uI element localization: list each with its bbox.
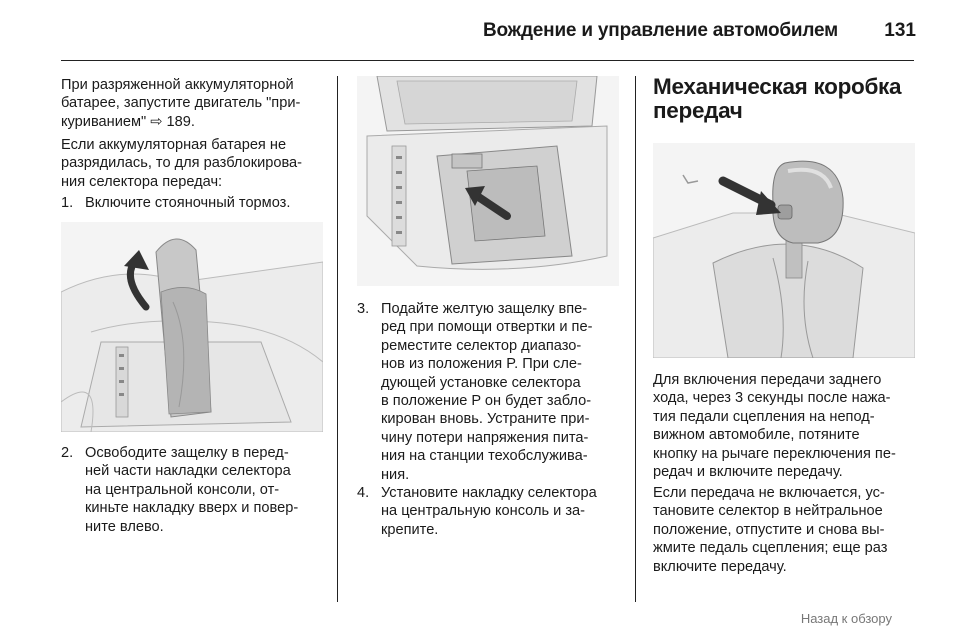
step-1: 1. Включите стояночный тормоз. — [61, 195, 291, 211]
page-number: 131 — [884, 20, 916, 41]
column-divider-2 — [635, 76, 636, 602]
header-rule — [61, 60, 914, 61]
step-3: 3. Подайте желтую защелку впе- ред при помощи отвертки и пе- реместите селектор диапазо- нов из положения P. При сле- дующей установке селектора в положение P он будет забло- кирован вновь. Устраните при- чину потери напряжения пита- ния на станции техобслужива- ния. — [357, 301, 593, 483]
selector-latch-illustration — [357, 76, 619, 286]
manual-gearshift-illustration — [653, 143, 915, 358]
section-title: Вождение и управление автомобилем — [483, 20, 838, 41]
step-2: 2. Освободите защелку в перед- ней части накладки селектора на центральной консоли, от- киньте накладку вверх и повер- ните влево. — [61, 445, 299, 535]
section-heading: Механическая коробка передач — [653, 74, 902, 123]
paragraph-battery-low: При разряженной аккумуляторной батарее, запустите двигатель "при- куриванием" ⇨ 189. — [61, 77, 301, 130]
paragraph-battery-ok: Если аккумуляторная батарея не разрядилась, то для разблокирова- ния селектора передач: — [61, 137, 303, 190]
selector-lever-illustration — [61, 222, 323, 432]
column-divider-1 — [337, 76, 338, 602]
paragraph-reverse-gear: Для включения передачи заднего хода, через 3 секунды после нажа- тия педали сцепления на непод- вижном автомобиле, потяните кнопку на рычаге переключения пе- редач и включите передачу. — [653, 372, 896, 481]
paragraph-gear-not-engaging: Если передача не включается, ус- тановите селектор в нейтральное положение, отпустите и снова вы- жмите педаль сцепления; еще раз включите передачу. — [653, 485, 888, 575]
back-to-overview-link[interactable]: Назад к обзору — [800, 611, 892, 626]
step-4: 4. Установите накладку селектора на центральную консоль и за- крепите. — [357, 485, 597, 538]
